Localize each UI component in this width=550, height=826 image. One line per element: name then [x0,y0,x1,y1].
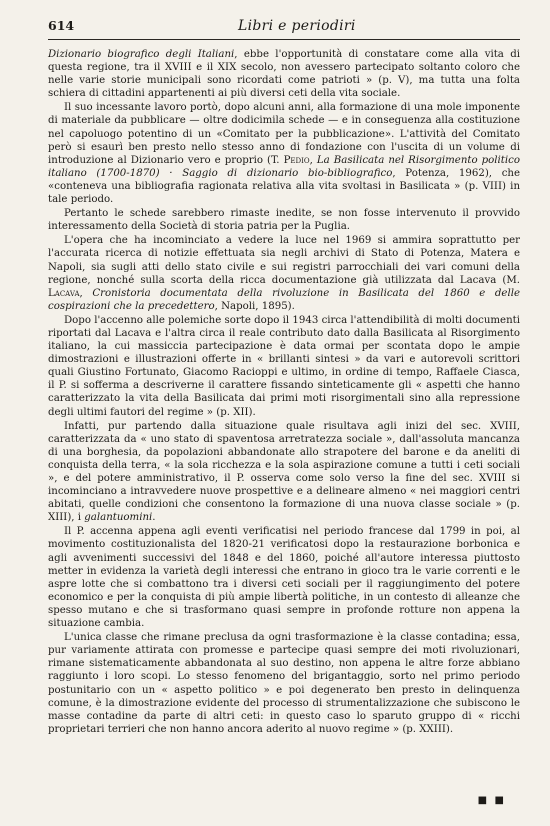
paragraph [48,48,520,100]
paragraph [48,207,520,233]
text-run: Lacava [48,287,80,299]
page-number: 614 [48,18,75,33]
text-run: , Potenza, 1962), che «conteneva una bibliografia ragionata relativa alla vita svoltasi in Basilicata » (p. VIII) in tale periodo. [48,167,520,206]
text-run: . [152,512,156,524]
text-run: galantuomini [84,512,153,524]
paragraph [48,101,520,206]
paragraph [48,631,520,736]
text-run: , ebbe l'opportunità di constatare come alla vita di questa regione, tra il XVIII e il XIX secolo, non avessero partecipato soltanto coloro che nelle varie storie municipali sono ricordati come patrioti » (p. V), ma tutta una folta schiera di cittadini appartenenti ai più diversi ceti della vita sociale. [48,49,521,100]
running-title: Libri e periodiri [238,18,356,34]
text-run: La Basilicata nel Risorgimento politico italiano (1700-1870) · Saggio di dizionario bio-bibliografico [48,154,520,179]
text-run: Il suo incessante lavoro portò, dopo alcuni anni, alla formazione di una mole imponente di materiale da pubblicare — oltre dodicimila schede — e in conseguenza alla costituzione nel capoluogo potentino di un «Comitato per la pubblicazione». L'attività del Comitato però si esaurì ben presto nello stesso anno di fondazione con l'uscita di un volume di introduzione al Dizionario vero e proprio (T. [48,102,520,166]
paragraph [48,420,520,525]
text-run: Dopo l'accenno alle polemiche sorte dopo il 1943 circa l'attendibilità di molti documenti riportati dal Lacava e l'altra circa il reale contributo dato dalla Basilicata al Risorgimento italiano, la cui massiccia partecipazione è data ormai per scontata dopo le ampie dimostrazioni e illustrazioni offerte in « brillanti sintesi » da vari e autorevoli scrittori quali Giustino Fortunato, Giacomo Racioppi e ultimo, in ordine di tempo, Raffaele Ciasca, il P. si sofferma a descriverne il carattere fissando sinteticamente gli « aspetti che hanno caratterizzato la vita della Basilicata dai primi moti risorgimentali sino alla repressione degli ultimi fautori del regime » (p. XII). [48,314,521,418]
paragraph [48,525,520,630]
text-run: , Napoli, 1895). [214,300,295,312]
review-text [48,48,520,736]
page-header [48,18,520,40]
text-run: , [309,154,317,166]
text-run: , [79,287,93,299]
paragraph [48,314,520,419]
text-run: L'opera che ha incominciato a vedere la luce nel 1969 si ammira soprattutto per l'accurata ricerca di notizie effettuata sia negli archivi di Stato di Potenza, Matera e Napoli, sia sugli atti dello stato civile e sui registri parrocchiali dei vari comuni della regione, nonché sulla scorta della ricca documentazione già utilizzata dal Lacava (M. [48,235,520,286]
text-run: Infatti, pur partendo dalla situazione quale risultava agli inizi del sec. XVIII, caratterizzata da « uno stato di spaventosa arretratezza sociale », dall'assoluta mancanza di una borghesia, da popolazioni abbandonate allo strapotere del barone e da aneliti di conquista della terra, « la sola ricchezza e la sola aspirazione comune a tutti i ceti sociali », e del potere amministrativo, il P. osserva come solo verso la fine del sec. XVIII si incominciano a intravvedere nuove prospettive e a delineare almeno « nei maggiori centri abitati, quelle condizioni che consentono la formazione di una nuova classe sociale » (p. XIII), i [48,420,520,524]
text-run: Pedio [283,154,310,166]
text-run: Il P. accenna appena agli eventi verificatisi nel periodo francese dal 1799 in poi, al movimento costituzionalista del 1820-21 verificatosi dopo la restaurazione borbonica e agli avvenimenti successivi del 1848 e del 1860, poiché all'autore interessa piuttosto metter in evidenza la varietà degli interessi che entrano in gioco tra le varie correnti e le aspre lotte che si combattono tra i diversi ceti sociali per il raggiungimento del potere economico e per la conquista di più ampie libertà politiche, in un contesto di alleanze che spesso mutano e che si trasformano quasi sempre in profonde rotture non appena la situazione cambia. [48,526,520,630]
text-run: L'unica classe che rimane preclusa da ogni trasformazione è la classe contadina; essa, pur variamente attirata con promesse e partecipe quasi sempre dei moti rivoluzionari, rimane sistematicamente abbandonata al suo destino, non appena le altre forze abbiano raggiunto i loro scopi. Lo stesso fenomeno del brigantaggio, sorto nel primo periodo postunitario con un « aspetto politico » e poi degenerato ben presto in delinquenza comune, è la dimostrazione evidente del processo di strumentalizzazione che subiscono le masse contadine da parte di altri ceti: in questo caso lo sparuto gruppo di « ricchi proprietari terrieri che non hanno ancora aderito al nuovo regime » (p. XXIII). [48,632,520,735]
text-run: Cronistoria documentata della rivoluzione in Basilicata del 1860 e delle cospirazioni che la precedettero [48,287,520,312]
paragraph [48,234,520,313]
printer-marks: ■ ■ [477,795,506,806]
text-run: Pertanto le schede sarebbero rimaste inedite, se non fosse intervenuto il provvido interessamento della Società di storia patria per la Puglia. [48,208,520,233]
text-run: Dizionario biografico degli Italiani [48,49,235,60]
